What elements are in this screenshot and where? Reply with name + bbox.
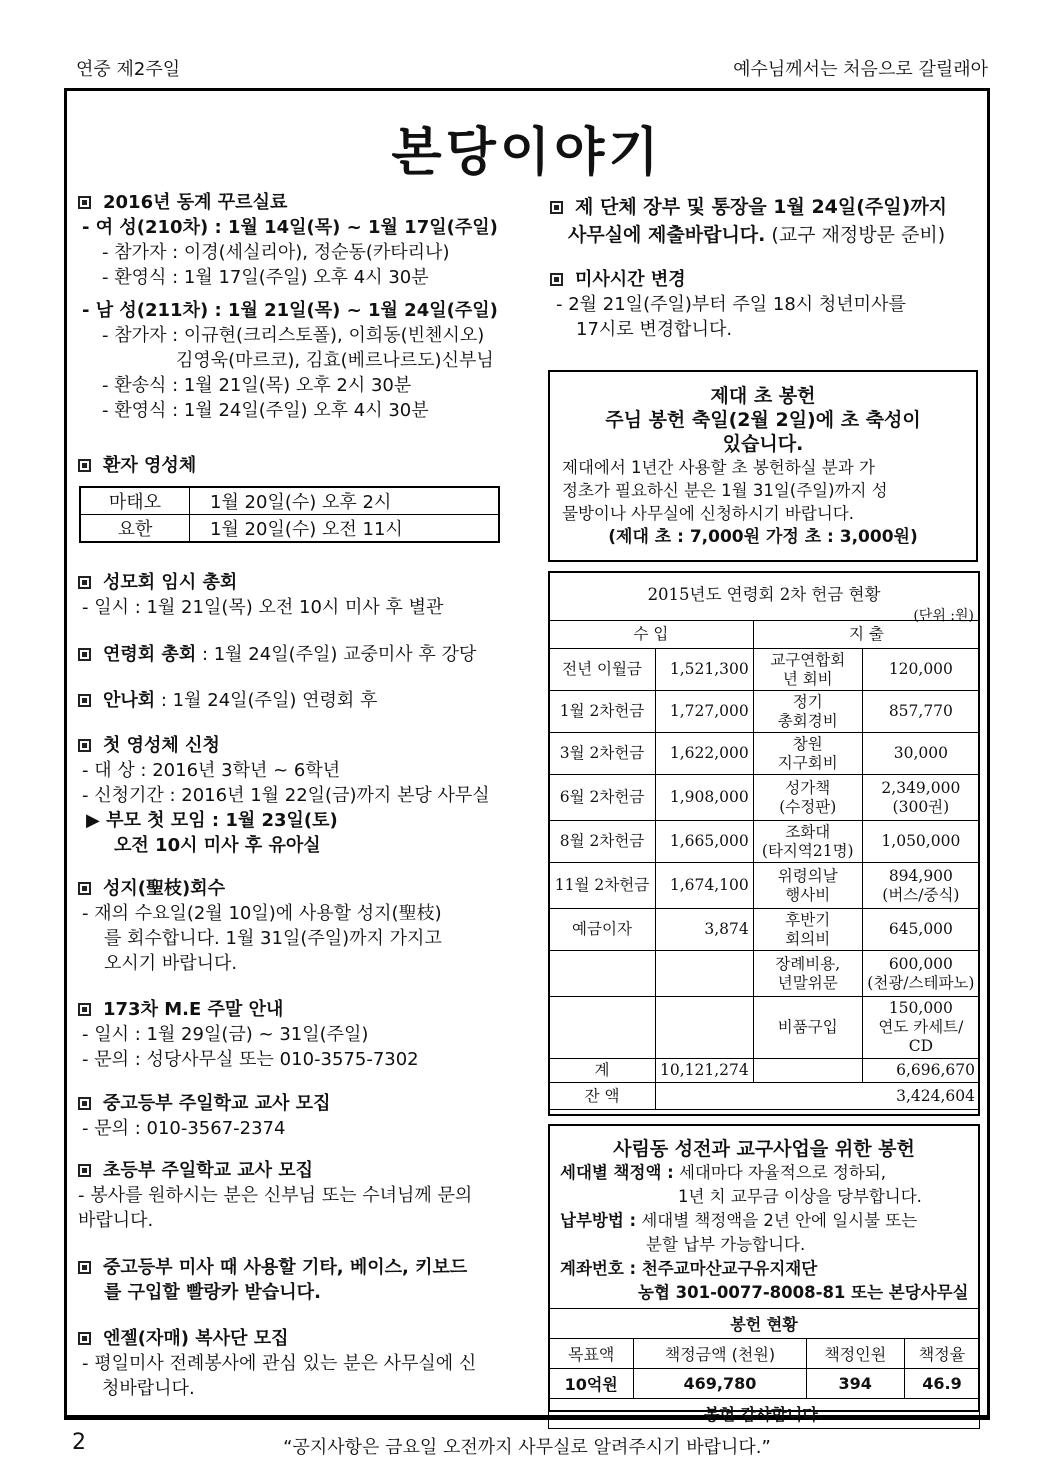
cursillo-heading: 2016년 동계 꾸르실료 — [103, 192, 288, 213]
mass-time-section — [550, 267, 906, 342]
expense-item: 성가책 (수정판) — [753, 775, 862, 821]
palms-line: 를 회수합니다. 1월 31일(주일)까지 가지고 — [104, 928, 442, 949]
offering-status-title: 봉헌 현황 — [549, 1309, 980, 1339]
communion-target: - 대 상 : 2016년 3학년 ~ 6학년 — [82, 760, 341, 781]
me-heading: 173차 M.E 주말 안내 — [103, 999, 284, 1020]
elem-teacher-line: 바랍니다. — [78, 1210, 154, 1231]
sick-name: 마태오 — [80, 487, 190, 515]
income-value: 1,674,100 — [656, 863, 754, 909]
square-bullet-icon — [78, 1097, 91, 1110]
header-left: 연중 제2주일 — [76, 59, 181, 80]
income-header: 수 입 — [549, 621, 754, 649]
sick-name: 요한 — [80, 515, 190, 543]
total-expense: 6,696,670 — [862, 1059, 979, 1083]
guides-text: : 1월 24일(주일) 연령회 후 — [155, 690, 378, 711]
instruments-heading: 중고등부 미사 때 사용할 기타, 베이스, 키보드 — [103, 1257, 468, 1278]
table-row — [549, 1369, 980, 1399]
offering-text: 세대별 책정액을 2년 안에 일시불 또는 — [636, 1211, 918, 1230]
candle-offering-box — [548, 370, 978, 562]
expense-value: 150,000 연도 카세트/ CD — [862, 997, 979, 1059]
mass-time-line: - 2월 21일(주일)부터 주일 18시 청년미사를 — [556, 294, 906, 315]
header-right: 예수님께서는 처음으로 갈릴래아 — [733, 59, 988, 80]
square-bullet-icon — [78, 648, 91, 661]
cursillo-women-welcome: - 환영식 : 1월 17일(주일) 오후 4시 30분 — [102, 267, 429, 288]
cursillo-section — [78, 190, 498, 423]
candle-price: (제대 초 : 7,000원 가정 초 : 3,000원) — [608, 527, 918, 547]
expense-item: 비품구입 — [753, 997, 862, 1059]
legio-line: - 일시 : 1월 21일(목) 오전 10시 미사 후 별관 — [82, 597, 444, 618]
table-row — [549, 863, 980, 909]
sick-time: 1월 20일(수) 오전 11시 — [190, 515, 500, 543]
offering-thanks: 봉헌 감사합니다. — [549, 1399, 980, 1429]
elders-section — [78, 642, 476, 667]
bottom-rule — [64, 1418, 990, 1420]
table-row — [549, 621, 980, 649]
page-title: 본당이야기 — [391, 123, 663, 183]
square-bullet-icon — [78, 1003, 91, 1016]
expense-item: 장례비용, 년말위문 — [753, 951, 862, 997]
instruments-heading-2: 를 구입할 빨랑카 받습니다. — [104, 1282, 321, 1303]
middle-teacher-heading: 중고등부 주일학교 교사 모집 — [103, 1093, 331, 1114]
balance-label: 잔 액 — [549, 1083, 656, 1110]
guides-heading: 안나회 — [103, 690, 156, 711]
income-value: 1,908,000 — [656, 775, 754, 821]
middle-teacher-contact: - 문의 : 010-3567-2374 — [82, 1118, 286, 1139]
income-item: 예금이자 — [549, 909, 656, 951]
expense-value: 120,000 — [862, 649, 979, 691]
offering-value: 46.9 — [904, 1369, 979, 1399]
income-item: 11월 2차헌금 — [549, 863, 656, 909]
table-row — [549, 775, 980, 821]
communion-heading: 첫 영성체 신청 — [103, 735, 220, 756]
expense-value: 30,000 — [862, 733, 979, 775]
expense-header: 지 출 — [753, 621, 979, 649]
cursillo-men-participants: - 참가자 : 이규현(크리스토폴), 이희동(빈첸시오) — [102, 325, 485, 346]
offering-label: 계좌번호 : — [560, 1259, 637, 1278]
cursillo-men-participants-2: 김영욱(마르코), 김효(베르나르도)신부님 — [176, 350, 494, 371]
candle-body: 물방이나 사무실에 신청하시기 바랍니다. — [562, 504, 854, 523]
cursillo-women: - 여 성(210차) : 1월 14일(목) ~ 1월 17일(주일) — [82, 217, 498, 238]
offering-label: 납부방법 : — [560, 1211, 637, 1230]
square-bullet-icon — [78, 739, 91, 752]
square-bullet-icon — [78, 459, 91, 472]
table-row — [80, 515, 499, 543]
offering-text: 세대마다 자율적으로 정하되, — [673, 1163, 886, 1182]
ledger-section — [550, 193, 947, 249]
offering-label: 세대별 책정액 : — [560, 1163, 674, 1182]
table-row — [549, 649, 980, 691]
income-item — [549, 997, 656, 1059]
cursillo-men-farewell: - 환송식 : 1월 21일(목) 오후 2시 30분 — [102, 375, 412, 396]
table-row — [549, 909, 980, 951]
square-bullet-icon — [78, 1332, 91, 1345]
elem-teacher-heading: 초등부 주일학교 교사 모집 — [103, 1160, 314, 1181]
candle-body: 정초가 필요하신 분은 1월 31일(주일)까지 성 — [562, 481, 888, 500]
expense-value: 894,900 (버스/중식) — [862, 863, 979, 909]
candle-body: 제대에서 1년간 사용할 초 봉헌하실 분과 가 — [562, 458, 875, 477]
legio-section — [78, 570, 443, 620]
income-value: 1,727,000 — [656, 691, 754, 733]
offering-value: 394 — [806, 1369, 904, 1399]
cursillo-women-participants: - 참가자 : 이경(세실리아), 정순동(카타리나) — [102, 242, 450, 263]
offering-text: 1년 치 교무금 이상을 당부합니다. — [678, 1187, 922, 1206]
income-value: 1,521,300 — [656, 649, 754, 691]
offering-box — [548, 1124, 980, 1424]
offering-account: 농협 301-0077-8008-81 또는 본당사무실 — [638, 1283, 969, 1302]
ledger-heading-2: 사무실에 제출바랍니다. — [568, 224, 766, 246]
altar-line: - 평일미사 전례봉사에 관심 있는 분은 사무실에 신 — [82, 1353, 477, 1374]
expense-item: 위령의날 행사비 — [753, 863, 862, 909]
altar-line: 청바랍니다. — [102, 1378, 195, 1399]
page-number: 2 — [72, 1430, 86, 1455]
middle-teacher-section — [78, 1091, 330, 1141]
offering-status-table — [548, 1308, 980, 1429]
sick-heading: 환자 영성체 — [103, 455, 197, 476]
offering-title: 사림동 성전과 교구사업을 위한 봉헌 — [613, 1138, 915, 1160]
footer-notice: “공지사항은 금요일 오전까지 사무실로 알려주시기 바랍니다.” — [283, 1437, 771, 1458]
sick-communion-section — [78, 453, 196, 478]
offering-text: 천주교마산교구유지재단 — [636, 1259, 818, 1278]
table-row — [549, 1059, 980, 1083]
expense-item: 후반기 회의비 — [753, 909, 862, 951]
income-value: 1,622,000 — [656, 733, 754, 775]
palms-heading: 성지(聖枝)회수 — [103, 878, 226, 899]
me-date: - 일시 : 1월 29일(금) ~ 31일(주일) — [82, 1024, 369, 1045]
offering-col-header: 책정금액 (천원) — [634, 1339, 806, 1369]
table-row — [549, 1309, 980, 1339]
square-bullet-icon — [78, 196, 91, 209]
table-row — [549, 951, 980, 997]
altar-heading: 엔젤(자매) 복사단 모집 — [103, 1328, 289, 1349]
income-item: 3월 2차헌금 — [549, 733, 656, 775]
expense-item: 창원 지구회비 — [753, 733, 862, 775]
table-row — [549, 691, 980, 733]
income-item — [549, 951, 656, 997]
table-row — [80, 487, 499, 515]
income-item: 전년 이월금 — [549, 649, 656, 691]
finance-table — [548, 620, 980, 1110]
income-item: 8월 2차헌금 — [549, 821, 656, 863]
palms-section — [78, 876, 442, 976]
sick-schedule-table — [79, 486, 500, 543]
me-contact: - 문의 : 성당사무실 또는 010-3575-7302 — [82, 1049, 419, 1070]
table-row — [549, 997, 980, 1059]
candle-subtitle: 주님 봉헌 축일(2월 2일)에 초 축성이 — [605, 409, 921, 431]
finance-unit: (단위 :원) — [913, 608, 974, 624]
table-row — [549, 1399, 980, 1429]
square-bullet-icon — [78, 1164, 91, 1177]
offering-text: 분할 납부 가능합니다. — [646, 1235, 806, 1254]
expense-item: 조화대 (타지역21명) — [753, 821, 862, 863]
expense-item: 교구연합회 년 회비 — [753, 649, 862, 691]
expense-value: 1,050,000 — [862, 821, 979, 863]
square-bullet-icon — [550, 273, 563, 286]
square-bullet-icon — [78, 694, 91, 707]
expense-value: 645,000 — [862, 909, 979, 951]
elem-teacher-line: - 봉사를 원하시는 분은 신부님 또는 수녀님께 문의 — [78, 1185, 473, 1206]
finance-table-box — [548, 571, 980, 1116]
ledger-heading: 제 단체 장부 및 통장을 1월 24일(주일)까지 — [575, 196, 948, 218]
sick-time: 1월 20일(수) 오후 2시 — [190, 487, 500, 515]
income-value: 1,665,000 — [656, 821, 754, 863]
expense-value: 2,349,000 (300권) — [862, 775, 979, 821]
offering-value: 469,780 — [634, 1369, 806, 1399]
expense-value: 857,770 — [862, 691, 979, 733]
offering-col-header: 목표액 — [549, 1339, 634, 1369]
elders-text: : 1월 24일(주일) 교중미사 후 강당 — [196, 644, 477, 665]
square-bullet-icon — [78, 1261, 91, 1274]
me-section — [78, 997, 419, 1072]
table-row — [549, 1083, 980, 1110]
elders-heading: 연령회 총회 — [103, 644, 197, 665]
communion-parents-meeting-2: 오전 10시 미사 후 유아실 — [114, 835, 321, 856]
cursillo-men-welcome: - 환영식 : 1월 24일(주일) 오후 4시 30분 — [102, 400, 429, 421]
income-value: 3,874 — [656, 909, 754, 951]
table-row — [549, 1339, 980, 1369]
expense-value: 600,000 (천광/스테파노) — [862, 951, 979, 997]
expense-item: 정기 총회경비 — [753, 691, 862, 733]
palms-line: 오시기 바랍니다. — [104, 953, 238, 974]
mass-time-line: 17시로 변경합니다. — [576, 319, 733, 340]
communion-period: - 신청기간 : 2016년 1월 22일(금)까지 본당 사무실 — [82, 785, 490, 806]
income-item: 1월 2차헌금 — [549, 691, 656, 733]
income-value — [656, 951, 754, 997]
legio-heading: 성모회 임시 총회 — [103, 572, 238, 593]
palms-line: - 재의 수요일(2월 10일)에 사용할 성지(聖枝) — [82, 903, 442, 924]
guides-section — [78, 688, 377, 713]
cursillo-men: - 남 성(211차) : 1월 21일(목) ~ 1월 24일(주일) — [82, 300, 498, 321]
instruments-section — [78, 1255, 467, 1305]
income-item: 6월 2차헌금 — [549, 775, 656, 821]
first-communion-section — [78, 733, 490, 858]
offering-col-header: 책정율 — [904, 1339, 979, 1369]
finance-title: 2015년도 연령회 2차 헌금 현황 — [647, 585, 881, 604]
square-bullet-icon — [550, 201, 563, 214]
candle-subtitle-2: 있습니다. — [722, 433, 804, 455]
total-income: 10,121,274 — [656, 1059, 754, 1083]
candle-title: 제대 초 봉헌 — [710, 385, 816, 407]
square-bullet-icon — [78, 882, 91, 895]
income-value — [656, 997, 754, 1059]
mass-time-heading: 미사시간 변경 — [575, 269, 686, 290]
square-bullet-icon — [78, 576, 91, 589]
altar-section — [78, 1326, 476, 1401]
elem-teacher-section — [78, 1158, 472, 1233]
table-row — [549, 821, 980, 863]
offering-col-header: 책정인원 — [806, 1339, 904, 1369]
offering-value: 10억원 — [549, 1369, 634, 1399]
balance-value: 3,424,604 — [656, 1083, 980, 1110]
table-row — [549, 733, 980, 775]
ledger-note: (교구 재정방문 준비) — [765, 224, 946, 246]
total-label: 계 — [549, 1059, 656, 1083]
communion-parents-meeting: ▶ 부모 첫 모임 : 1월 23일(토) — [86, 810, 338, 831]
